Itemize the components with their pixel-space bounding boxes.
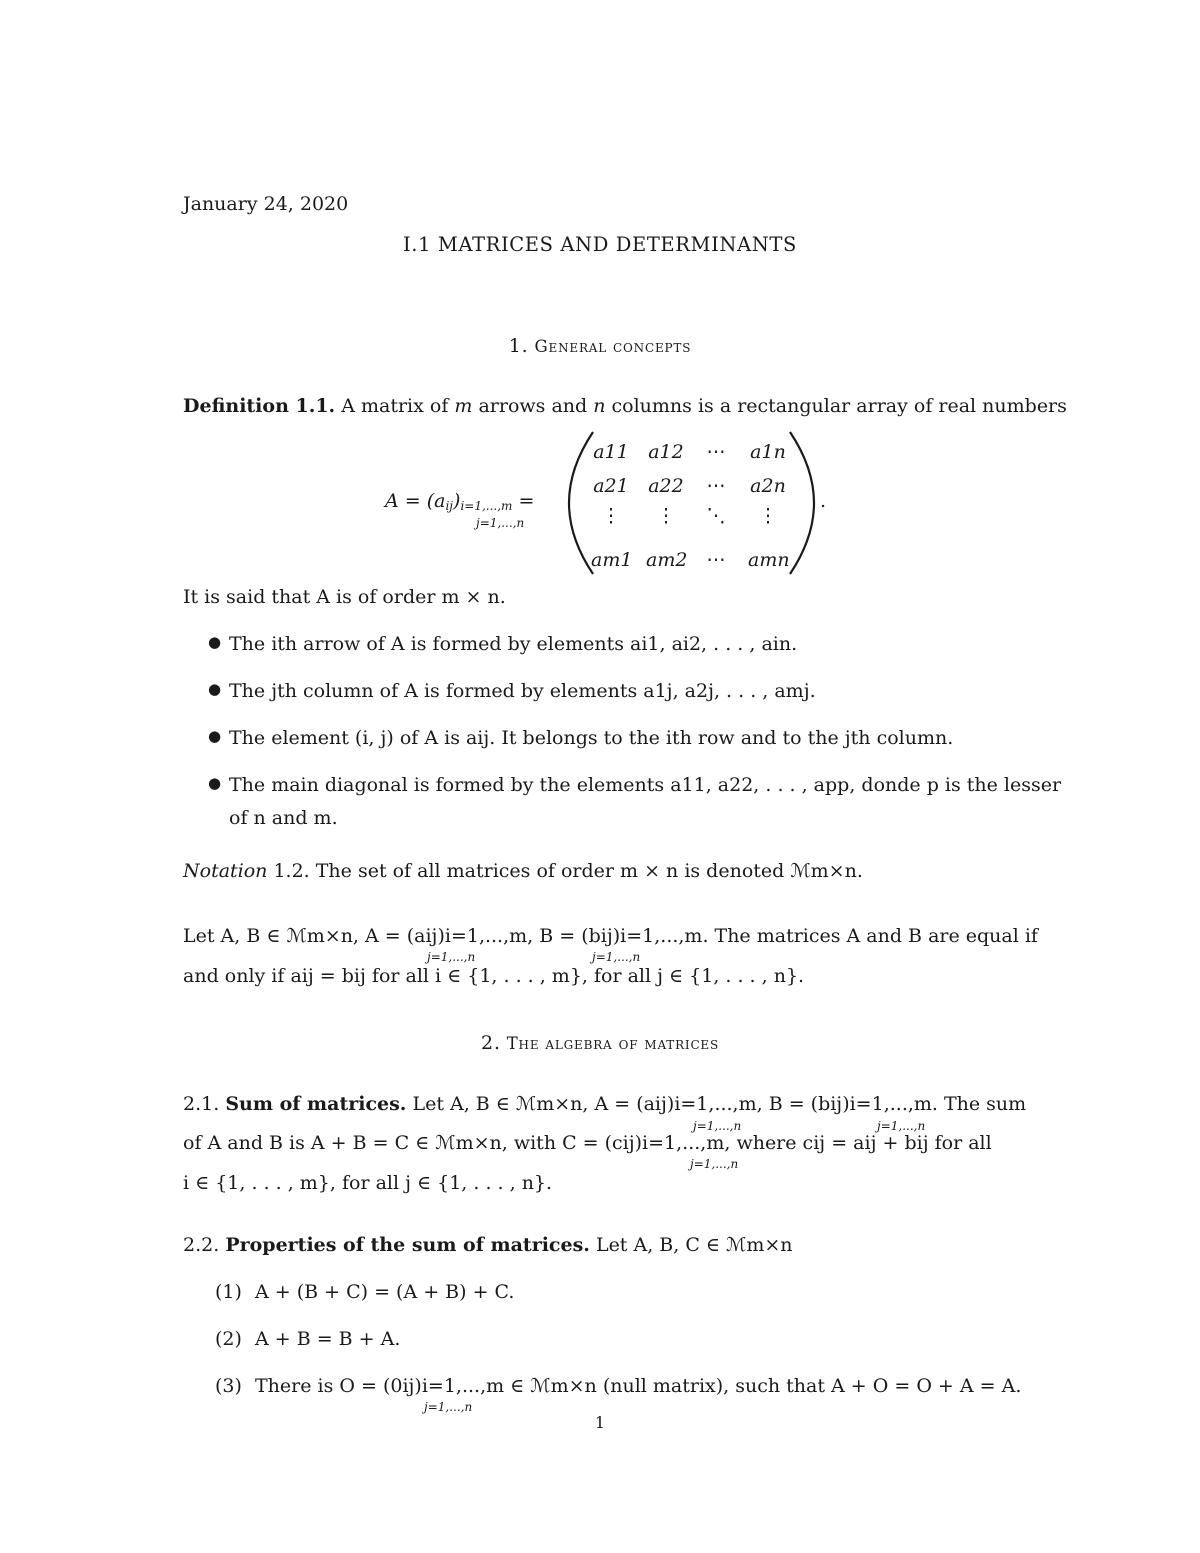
definition-1-1 [183, 395, 1067, 417]
matrix-cell: am1 [591, 549, 633, 571]
document-title: I.1 MATRICES AND DETERMINANTS [402, 233, 797, 256]
section-1-title: General concepts [534, 337, 692, 356]
section-2-title: The algebra of matrices [506, 1034, 720, 1053]
list-item-text: The main diagonal is formed by the elements a11, a22, . . . , app, donde p is the lesser [229, 774, 1062, 796]
notation-1-2 [183, 860, 1028, 882]
sum-line-1 [183, 1093, 1028, 1115]
list-item [208, 680, 1029, 702]
enum-label: (3) [215, 1375, 242, 1397]
list-item-text: The element (i, j) of A is aij. It belongs to the ith row and to the jth column. [229, 727, 954, 749]
matrix-period: . [820, 490, 827, 512]
section-1-heading [0, 335, 1200, 357]
equality-line-2: and only if aij = bij for all i ∈ {1, . . . , m}, for all j ∈ {1, . . . , n}. [183, 965, 805, 987]
definition-text: arrows and [472, 395, 594, 417]
section-2-number: 2. [480, 1032, 501, 1054]
list-item [208, 774, 1062, 796]
subscript-range: j=1,...,n [592, 950, 641, 964]
subscript-range: j=1,...,n [427, 950, 476, 964]
sum-line-2: of A and B is A + B = C ∈ ℳm×n, with C = (cij)i=1,...,m, where cij = aij + bij for all [183, 1132, 992, 1154]
matrix-cell: a21 [593, 475, 629, 497]
matrix-cell: ⋮ [656, 505, 676, 527]
enum-label: (2) [215, 1328, 242, 1350]
list-item-continuation: of n and m. [229, 807, 338, 829]
matrix-cell: ⋯ [706, 549, 726, 571]
subsection-number: 2.1. [183, 1093, 220, 1115]
matrix-lhs-row-range: i=1,...,m [460, 499, 513, 513]
subscript-range: j=1,...,n [877, 1119, 926, 1133]
subsection-heading: Sum of matrices. [225, 1093, 407, 1115]
matrix-cell: a11 [593, 441, 629, 463]
enum-label: (1) [215, 1281, 242, 1303]
var-m: m [454, 395, 473, 417]
notation-text: 1.2. The set of all matrices of order m × n is denoted ℳm×n. [267, 860, 863, 882]
matrix-lhs-sub: ij [445, 499, 454, 513]
sum-line-3: i ∈ {1, . . . , m}, for all j ∈ {1, . . . , n}. [183, 1172, 553, 1194]
matrix-cell: a22 [648, 475, 684, 497]
matrix-lhs-paren: ) [453, 490, 461, 512]
matrix-cell: ⋯ [706, 441, 726, 463]
document-date: January 24, 2020 [183, 193, 349, 215]
enum-text: A + (B + C) = (A + B) + C. [255, 1281, 515, 1303]
definition-label: Definition 1.1. [183, 395, 336, 417]
bullet-icon: ● [208, 633, 222, 651]
matrix-cell: ⋮ [758, 505, 778, 527]
sum-text: Let A, B ∈ ℳm×n, A = (aij)i=1,...,m, B = (bij)i=1,...,m. The sum [406, 1093, 1027, 1115]
enum-text: A + B = B + A. [255, 1328, 401, 1350]
subsection-heading: Properties of the sum of matrices. [225, 1234, 590, 1256]
matrix-cell: amn [748, 549, 790, 571]
matrix-lhs [385, 490, 534, 513]
subscript-range: j=1,...,n [424, 1400, 473, 1414]
list-item [208, 633, 1029, 655]
subsection-number: 2.2. [183, 1234, 220, 1256]
matrix-cell: ⋯ [706, 475, 726, 497]
enum-item [215, 1328, 1055, 1350]
enum-item [215, 1281, 1055, 1303]
matrix-cell: ⋱ [706, 505, 726, 527]
matrix-cell: a1n [750, 441, 786, 463]
bullet-icon: ● [208, 774, 222, 792]
matrix-equals: = [512, 490, 535, 512]
notation-label: Notation [183, 860, 268, 882]
equality-line-1: Let A, B ∈ ℳm×n, A = (aij)i=1,...,m, B = (bij)i=1,...,m. The matrices A and B are equal if [183, 925, 1038, 947]
list-item-text: The jth column of A is formed by elements a1j, a2j, . . . , amj. [229, 680, 816, 702]
definition-text: columns is a rectangular array of real numbers [605, 395, 1067, 417]
section-1-number: 1. [508, 335, 529, 357]
bullet-icon: ● [208, 727, 222, 745]
matrix-lhs-a: A = (a [385, 490, 446, 512]
definition-text: A matrix of [335, 395, 455, 417]
var-n: n [593, 395, 606, 417]
subscript-range: j=1,...,n [690, 1157, 739, 1171]
bullet-icon: ● [208, 680, 222, 698]
subscript-range: j=1,...,n [693, 1119, 742, 1133]
matrix-cell: ⋮ [601, 505, 621, 527]
enum-item [215, 1375, 1055, 1397]
properties-heading-line [183, 1234, 1028, 1256]
page-number: 1 [594, 1413, 606, 1432]
properties-text: Let A, B, C ∈ ℳm×n [589, 1234, 793, 1256]
matrix-cell: am2 [646, 549, 688, 571]
enum-text: There is O = (0ij)i=1,...,m ∈ ℳm×n (null matrix), such that A + O = O + A = A. [255, 1375, 1022, 1397]
section-2-heading [0, 1032, 1200, 1054]
matrix-col-range: j=1,...,n [476, 516, 525, 530]
list-item [208, 727, 1029, 749]
matrix-cell: a12 [648, 441, 684, 463]
list-item-text: The ith arrow of A is formed by elements ai1, ai2, . . . , ain. [229, 633, 798, 655]
matrix-cell: a2n [750, 475, 786, 497]
order-statement: It is said that A is of order m × n. [183, 586, 506, 608]
